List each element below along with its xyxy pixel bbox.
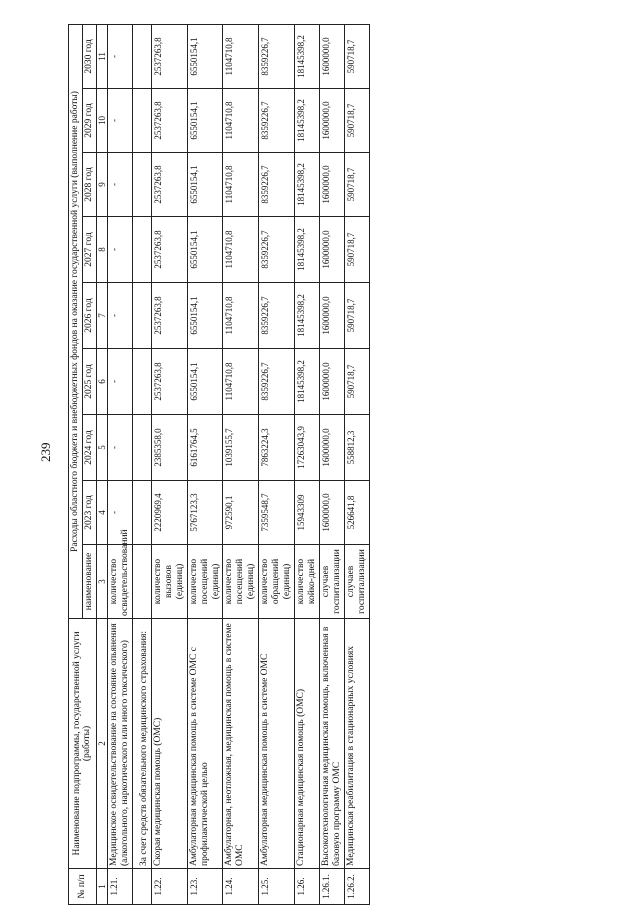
header-year: 2027 год bbox=[82, 217, 96, 283]
column-index: 3 bbox=[96, 545, 107, 619]
row-value: 8359226,7 bbox=[259, 349, 295, 415]
column-index: 7 bbox=[96, 283, 107, 349]
row-indicator: количество освидетельствований bbox=[108, 545, 133, 619]
row-value: 2537263,8 bbox=[151, 283, 187, 349]
row-number: 1.26.2. bbox=[344, 869, 369, 905]
row-number: 1.22. bbox=[151, 869, 187, 905]
row-value: - bbox=[108, 415, 133, 481]
row-value: 18145398,2 bbox=[295, 24, 320, 88]
row-number: 1.25. bbox=[259, 869, 295, 905]
table-row bbox=[133, 24, 152, 904]
row-value: 1104710,8 bbox=[223, 349, 259, 415]
row-indicator: количество посещений (единиц) bbox=[187, 545, 223, 619]
row-name: За счет средств обязательного медицинского страхования: bbox=[133, 619, 152, 869]
row-value: 2385358,0 bbox=[151, 415, 187, 481]
row-value: 6550154,1 bbox=[187, 283, 223, 349]
row-value: 1600000,0 bbox=[319, 24, 344, 88]
row-number: 1.26. bbox=[295, 869, 320, 905]
row-value: 1600000,0 bbox=[319, 283, 344, 349]
row-value: 1600000,0 bbox=[319, 415, 344, 481]
row-value: 590718,7 bbox=[344, 153, 369, 217]
row-value: 2537263,8 bbox=[151, 89, 187, 153]
header-year: 2030 год bbox=[82, 24, 96, 88]
header-expenses-group: Расходы областного бюджета и внебюджетных фондов на оказание государственной услуги (выполнение работы) bbox=[69, 24, 83, 618]
row-value: 18145398,2 bbox=[295, 89, 320, 153]
row-value: 6550154,1 bbox=[187, 349, 223, 415]
row-value: 2537263,8 bbox=[151, 153, 187, 217]
row-value: - bbox=[108, 24, 133, 88]
column-index: 10 bbox=[96, 89, 107, 153]
row-value: 18145398,2 bbox=[295, 153, 320, 217]
row-name: Высокотехнологичная медицинская помощь, включенная в базовую программу ОМС bbox=[319, 619, 344, 869]
row-number: 1.21. bbox=[108, 869, 133, 905]
row-value: 1104710,8 bbox=[223, 283, 259, 349]
row-value: 1600000,0 bbox=[319, 153, 344, 217]
row-value: 1600000,0 bbox=[319, 89, 344, 153]
row-value: 17263043,9 bbox=[295, 415, 320, 481]
row-value: - bbox=[108, 89, 133, 153]
column-index: 1 bbox=[96, 869, 107, 905]
budget-expenses-table bbox=[68, 24, 370, 905]
column-index: 2 bbox=[96, 619, 107, 869]
row-value: - bbox=[108, 217, 133, 283]
row-value: 18145398,2 bbox=[295, 349, 320, 415]
table-row bbox=[344, 24, 369, 904]
row-value bbox=[133, 24, 152, 88]
table-row bbox=[187, 24, 223, 904]
row-number bbox=[133, 869, 152, 905]
header-year: 2025 год bbox=[82, 349, 96, 415]
row-indicator: количество койко-дней bbox=[295, 545, 320, 619]
row-value: 8359226,7 bbox=[259, 153, 295, 217]
rotated-page-content bbox=[68, 25, 640, 899]
row-value: 8359226,7 bbox=[259, 24, 295, 88]
column-index: 5 bbox=[96, 415, 107, 481]
header-year: 2028 год bbox=[82, 153, 96, 217]
row-value: 18145398,2 bbox=[295, 283, 320, 349]
row-value: 1600000,0 bbox=[319, 349, 344, 415]
row-value: 526641,8 bbox=[344, 481, 369, 545]
row-value: 6161764,5 bbox=[187, 415, 223, 481]
row-value bbox=[133, 481, 152, 545]
column-index: 8 bbox=[96, 217, 107, 283]
table-row bbox=[319, 24, 344, 904]
row-name: Стационарная медицинская помощь (ОМС) bbox=[295, 619, 320, 869]
row-value bbox=[133, 89, 152, 153]
column-index: 4 bbox=[96, 481, 107, 545]
table-row bbox=[259, 24, 295, 904]
header-indicator: наименование bbox=[82, 545, 96, 619]
row-value: - bbox=[108, 153, 133, 217]
row-value: 590718,7 bbox=[344, 24, 369, 88]
row-value: 6550154,1 bbox=[187, 24, 223, 88]
row-value: 590718,7 bbox=[344, 349, 369, 415]
row-value: 8359226,7 bbox=[259, 283, 295, 349]
row-number: 1.26.1. bbox=[319, 869, 344, 905]
row-name: Медицинское освидетельствование на состояние опьянения (алкогольного, наркотического или иного токсического) bbox=[108, 619, 133, 869]
table-row bbox=[108, 24, 133, 904]
row-indicator bbox=[133, 545, 152, 619]
row-indicator: количество посещений (единиц) bbox=[223, 545, 259, 619]
row-indicator: случаев госпитализации bbox=[319, 545, 344, 619]
row-value: 6550154,1 bbox=[187, 217, 223, 283]
page-number: 239 bbox=[38, 442, 53, 462]
column-index: 9 bbox=[96, 153, 107, 217]
header-year: 2024 год bbox=[82, 415, 96, 481]
column-index: 6 bbox=[96, 349, 107, 415]
row-value: 15943309 bbox=[295, 481, 320, 545]
row-value: 590718,7 bbox=[344, 89, 369, 153]
row-value: 1104710,8 bbox=[223, 153, 259, 217]
row-indicator: количество обращений (единиц) bbox=[259, 545, 295, 619]
table-row bbox=[295, 24, 320, 904]
column-index-row bbox=[96, 24, 107, 904]
row-indicator: количество вызовов (единиц) bbox=[151, 545, 187, 619]
row-value: 6550154,1 bbox=[187, 89, 223, 153]
header-name: Наименование подпрограммы, государственной услуги (работы) bbox=[69, 619, 97, 869]
row-value: 2537263,8 bbox=[151, 217, 187, 283]
row-value bbox=[133, 217, 152, 283]
row-value bbox=[133, 153, 152, 217]
row-value: 8359226,7 bbox=[259, 89, 295, 153]
row-name: Амбулаторная медицинская помощь в системе ОМС bbox=[259, 619, 295, 869]
row-name: Амбулаторная, неотложная, медицинская помощь в системе ОМС bbox=[223, 619, 259, 869]
row-value: 5767123,3 bbox=[187, 481, 223, 545]
row-value: 7863224,3 bbox=[259, 415, 295, 481]
column-index: 11 bbox=[96, 24, 107, 88]
row-value: 558812,3 bbox=[344, 415, 369, 481]
row-value: 972590,1 bbox=[223, 481, 259, 545]
row-value: 6550154,1 bbox=[187, 153, 223, 217]
row-value: 7359548,7 bbox=[259, 481, 295, 545]
row-value bbox=[133, 349, 152, 415]
row-value: - bbox=[108, 283, 133, 349]
header-year: 2026 год bbox=[82, 283, 96, 349]
row-name: Скорая медицинская помощь (ОМС) bbox=[151, 619, 187, 869]
rotated-table-wrapper bbox=[68, 25, 573, 905]
row-value: 8359226,7 bbox=[259, 217, 295, 283]
table-row bbox=[223, 24, 259, 904]
row-value: 1039155,7 bbox=[223, 415, 259, 481]
row-name: Амбулаторная медицинская помощь в системе ОМС с профилактической целью bbox=[187, 619, 223, 869]
row-value: 1104710,8 bbox=[223, 24, 259, 88]
row-value bbox=[133, 415, 152, 481]
row-value: 1600000,0 bbox=[319, 217, 344, 283]
row-value: 18145398,2 bbox=[295, 217, 320, 283]
row-value: 1104710,8 bbox=[223, 217, 259, 283]
header-year: 2023 год bbox=[82, 481, 96, 545]
row-value: 1104710,8 bbox=[223, 89, 259, 153]
row-value bbox=[133, 283, 152, 349]
row-value: 2537263,8 bbox=[151, 24, 187, 88]
row-value: 590718,7 bbox=[344, 283, 369, 349]
row-name: Медицинская реабилитация в стационарных условиях bbox=[344, 619, 369, 869]
table-row bbox=[151, 24, 187, 904]
row-number: 1.23. bbox=[187, 869, 223, 905]
row-number: 1.24. bbox=[223, 869, 259, 905]
row-value: - bbox=[108, 349, 133, 415]
row-indicator: случаев госпитализации bbox=[344, 545, 369, 619]
header-year: 2029 год bbox=[82, 89, 96, 153]
row-value: 2537263,8 bbox=[151, 349, 187, 415]
row-value: 1600000,0 bbox=[319, 481, 344, 545]
row-value: 590718,7 bbox=[344, 217, 369, 283]
row-value: 2220969,4 bbox=[151, 481, 187, 545]
header-num: № п/п bbox=[69, 869, 97, 905]
row-value: - bbox=[108, 481, 133, 545]
